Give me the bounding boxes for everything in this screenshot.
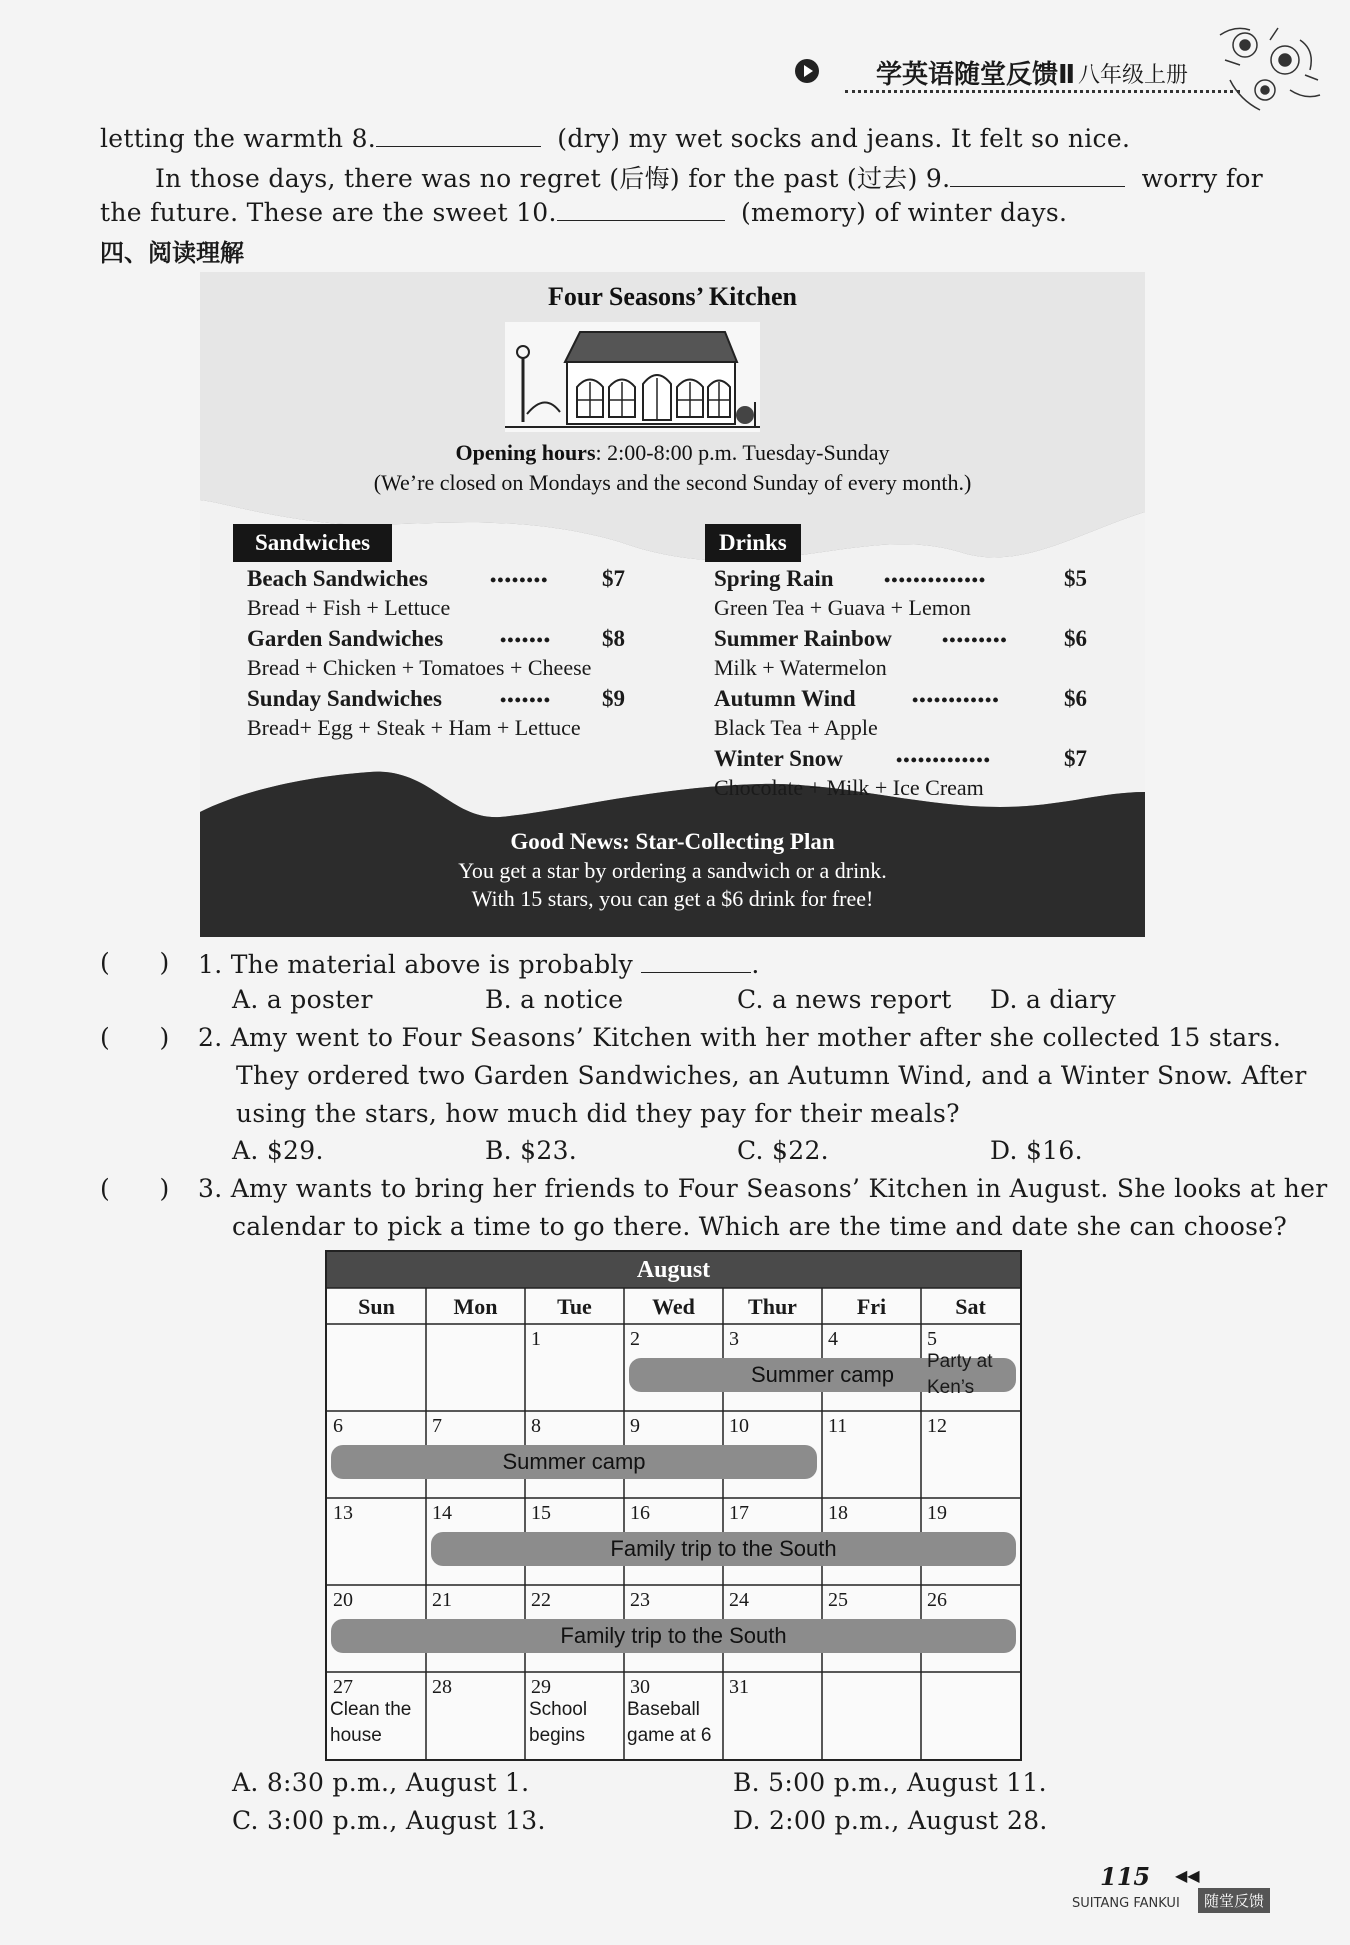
q2-answer-paren[interactable]: ( ) bbox=[100, 1023, 170, 1052]
page-arrows-icon: ◀◀ bbox=[1175, 1866, 1200, 1885]
day-header-tue: Tue bbox=[557, 1294, 592, 1319]
item-desc: Green Tea + Guava + Lemon bbox=[714, 595, 971, 620]
q1-option-a[interactable]: A. a poster bbox=[232, 985, 373, 1014]
day-header-sat: Sat bbox=[955, 1294, 986, 1319]
dot-leader: •••••••••••••• bbox=[884, 570, 987, 590]
play-icon bbox=[794, 58, 820, 84]
q2-option-b[interactable]: B. $23. bbox=[485, 1136, 578, 1165]
calendar-date[interactable]: 17 bbox=[729, 1502, 749, 1524]
note-clean-house[interactable]: Clean the house bbox=[330, 1699, 412, 1746]
q2-line-3: using the stars, how much did they pay for their meals? bbox=[236, 1099, 960, 1128]
item-desc: Chocolate + Milk + Ice Cream bbox=[714, 775, 984, 800]
event-summer-camp-week2[interactable]: Summer camp bbox=[331, 1445, 817, 1479]
menu-item bbox=[714, 626, 1114, 686]
header-title: 学英语随堂反馈Ⅱ bbox=[876, 60, 1076, 90]
flower-decoration-icon bbox=[1210, 20, 1325, 120]
item-desc: Bread + Fish + Lettuce bbox=[247, 595, 451, 620]
restaurant-house-icon bbox=[505, 322, 760, 432]
passage-line-3b: (memory) of winter days. bbox=[740, 198, 1068, 227]
sandwiches-list bbox=[247, 566, 637, 746]
good-news-line-1: You get a star by ordering a sandwich or a drink. bbox=[458, 858, 887, 883]
q3-option-c[interactable]: C. 3:00 p.m., August 13. bbox=[232, 1806, 546, 1835]
opening-hours bbox=[200, 440, 1145, 466]
calendar-date[interactable]: 30 bbox=[630, 1676, 650, 1698]
dot-leader: ••••••••••••• bbox=[896, 750, 991, 770]
calendar-date[interactable]: 25 bbox=[828, 1589, 848, 1611]
passage-line-3 bbox=[100, 196, 1067, 227]
dot-leader: ••••••• bbox=[500, 630, 552, 650]
q2-line-2: They ordered two Garden Sandwiches, an Autumn Wind, and a Winter Snow. After bbox=[236, 1061, 1307, 1090]
item-price: $5 bbox=[1064, 566, 1087, 591]
header-dotted-rule bbox=[845, 90, 1240, 93]
item-desc: Bread + Chicken + Tomatoes + Cheese bbox=[247, 655, 592, 680]
calendar-date[interactable]: 31 bbox=[729, 1676, 749, 1698]
calendar-date[interactable]: 9 bbox=[630, 1415, 640, 1437]
calendar-date[interactable]: 3 bbox=[729, 1328, 739, 1350]
q1-answer-paren[interactable]: ( ) bbox=[100, 948, 170, 977]
item-name: Beach Sandwiches bbox=[247, 566, 428, 591]
sandwiches-heading: Sandwiches bbox=[233, 524, 392, 562]
calendar-date[interactable]: 10 bbox=[729, 1415, 749, 1437]
item-desc: Black Tea + Apple bbox=[714, 715, 878, 740]
day-header-fri: Fri bbox=[856, 1294, 887, 1319]
calendar-date[interactable]: 23 bbox=[630, 1589, 650, 1611]
note-school-begins[interactable]: School begins bbox=[529, 1699, 588, 1746]
item-name: Winter Snow bbox=[714, 746, 843, 771]
passage-line-3a: the future. These are the sweet 10. bbox=[100, 198, 557, 227]
menu-item bbox=[247, 686, 637, 746]
q1-stem-text: 1. The material above is probably bbox=[198, 950, 634, 979]
passage-line-2a: In those days, there was no regret (后悔) for the past (过去) 9. bbox=[155, 164, 951, 193]
dot-leader: ••••••• bbox=[500, 690, 552, 710]
q3-option-a[interactable]: A. 8:30 p.m., August 1. bbox=[232, 1768, 530, 1797]
header-grade: 八年级上册 bbox=[1078, 63, 1189, 88]
dot-leader: •••••••• bbox=[490, 570, 549, 590]
calendar-date[interactable]: 22 bbox=[531, 1589, 551, 1611]
passage-line-2b: worry for bbox=[1141, 164, 1263, 193]
day-header-wed: Wed bbox=[652, 1294, 695, 1319]
q2-option-c[interactable]: C. $22. bbox=[737, 1136, 829, 1165]
item-price: $6 bbox=[1064, 626, 1087, 651]
calendar-date[interactable]: 20 bbox=[333, 1589, 353, 1611]
day-header-mon: Mon bbox=[453, 1294, 498, 1319]
passage-line-2 bbox=[155, 159, 1263, 195]
q1-blank[interactable] bbox=[641, 948, 751, 973]
august-calendar bbox=[325, 1250, 1022, 1761]
calendar-month: August bbox=[327, 1252, 1020, 1288]
note-baseball-game[interactable]: Baseball game at 6 bbox=[627, 1699, 712, 1746]
good-news bbox=[200, 827, 1145, 913]
calendar-date[interactable]: 16 bbox=[630, 1502, 650, 1524]
item-desc: Milk + Watermelon bbox=[714, 655, 887, 680]
blank-10[interactable] bbox=[557, 196, 725, 221]
menu-item bbox=[714, 566, 1114, 626]
drinks-heading: Drinks bbox=[705, 524, 801, 562]
item-name: Sunday Sandwiches bbox=[247, 686, 442, 711]
q2-line-1: 2. Amy went to Four Seasons’ Kitchen with her mother after she collected 15 stars. bbox=[198, 1023, 1282, 1052]
item-price: $7 bbox=[602, 566, 625, 591]
calendar-date[interactable]: 13 bbox=[333, 1502, 353, 1524]
menu-item bbox=[714, 686, 1114, 746]
closed-note: (We’re closed on Mondays and the second Sunday of every month.) bbox=[373, 470, 972, 495]
calendar-date[interactable]: 14 bbox=[432, 1502, 452, 1524]
item-name: Garden Sandwiches bbox=[247, 626, 444, 651]
calendar-date[interactable]: 26 bbox=[927, 1589, 947, 1611]
event-summer-camp-week1[interactable]: Summer camp bbox=[629, 1358, 1016, 1392]
q1-option-d[interactable]: D. a diary bbox=[990, 985, 1116, 1014]
calendar-date[interactable]: 27 bbox=[333, 1676, 353, 1698]
page-number: 115 bbox=[1100, 1862, 1151, 1891]
passage-line-1 bbox=[100, 122, 1130, 153]
menu-poster bbox=[200, 272, 1145, 937]
q3-option-b[interactable]: B. 5:00 p.m., August 11. bbox=[733, 1768, 1047, 1797]
calendar-date[interactable]: 11 bbox=[828, 1415, 848, 1437]
dot-leader: •••••••••••• bbox=[912, 690, 1000, 710]
calendar-date[interactable]: 2 bbox=[630, 1328, 640, 1350]
drinks-list bbox=[714, 566, 1114, 806]
calendar-date[interactable]: 15 bbox=[531, 1502, 551, 1524]
item-price: $7 bbox=[1064, 746, 1087, 771]
q2-option-d[interactable]: D. $16. bbox=[990, 1136, 1083, 1165]
menu-item bbox=[714, 746, 1114, 806]
q3-line-1: 3. Amy wants to bring her friends to Four Seasons’ Kitchen in August. She looks at her bbox=[198, 1174, 1328, 1203]
q1-option-c[interactable]: C. a news report bbox=[737, 985, 952, 1014]
calendar-date[interactable]: 21 bbox=[432, 1589, 452, 1611]
blank-8[interactable] bbox=[376, 122, 541, 147]
calendar-date[interactable]: 4 bbox=[828, 1328, 838, 1350]
calendar-date[interactable]: 1 bbox=[531, 1328, 541, 1350]
q3-answer-paren[interactable]: ( ) bbox=[100, 1174, 170, 1203]
q3-option-d[interactable]: D. 2:00 p.m., August 28. bbox=[733, 1806, 1048, 1835]
day-header-sun: Sun bbox=[358, 1294, 395, 1319]
calendar-grid bbox=[327, 1252, 1020, 1759]
item-name: Summer Rainbow bbox=[714, 626, 892, 651]
event-family-trip-week3[interactable]: Family trip to the South bbox=[431, 1532, 1016, 1566]
q3-line-2: calendar to pick a time to go there. Which are the time and date she can choose? bbox=[232, 1212, 1288, 1241]
menu-item bbox=[247, 626, 637, 686]
opening-hours-label: Opening hours bbox=[455, 440, 596, 465]
good-news-line-2: With 15 stars, you can get a $6 drink for free! bbox=[471, 886, 874, 911]
calendar-date[interactable]: 8 bbox=[531, 1415, 541, 1437]
q2-option-a[interactable]: A. $29. bbox=[232, 1136, 324, 1165]
calendar-date[interactable]: 19 bbox=[927, 1502, 947, 1524]
calendar-date[interactable]: 7 bbox=[432, 1415, 442, 1437]
q1-option-b[interactable]: B. a notice bbox=[485, 985, 624, 1014]
q1-period: . bbox=[751, 950, 760, 979]
calendar-date[interactable]: 24 bbox=[729, 1589, 749, 1611]
calendar-date[interactable]: 6 bbox=[333, 1415, 343, 1437]
item-price: $6 bbox=[1064, 686, 1087, 711]
footer-brand-en: SUITANG FANKUI bbox=[1072, 1896, 1180, 1911]
item-desc: Bread+ Egg + Steak + Ham + Lettuce bbox=[247, 715, 581, 740]
note-party[interactable]: Party at Ken’s bbox=[927, 1351, 993, 1398]
section-title: 四、阅读理解 bbox=[100, 239, 244, 267]
event-family-trip-week4[interactable]: Family trip to the South bbox=[331, 1619, 1016, 1653]
calendar-date[interactable]: 18 bbox=[828, 1502, 848, 1524]
poster-title: Four Seasons’ Kitchen bbox=[548, 282, 797, 311]
q1-stem bbox=[198, 948, 760, 979]
blank-9[interactable] bbox=[950, 162, 1125, 187]
passage-line-1b: (dry) my wet socks and jeans. It felt so nice. bbox=[557, 124, 1131, 153]
item-price: $9 bbox=[602, 686, 625, 711]
good-news-title: Good News: Star-Collecting Plan bbox=[510, 829, 835, 854]
opening-hours-value: : 2:00-8:00 p.m. Tuesday-Sunday bbox=[595, 440, 890, 465]
footer-brand-cn: 随堂反馈 bbox=[1198, 1888, 1270, 1913]
passage-line-1a: letting the warmth 8. bbox=[100, 124, 377, 153]
item-price: $8 bbox=[602, 626, 625, 651]
day-header-thur: Thur bbox=[748, 1294, 797, 1319]
calendar-date[interactable]: 12 bbox=[927, 1415, 947, 1437]
calendar-date[interactable]: 5 bbox=[927, 1328, 937, 1350]
dot-leader: ••••••••• bbox=[942, 630, 1008, 650]
item-name: Autumn Wind bbox=[714, 686, 856, 711]
menu-item bbox=[247, 566, 637, 626]
item-name: Spring Rain bbox=[714, 566, 834, 591]
calendar-date[interactable]: 29 bbox=[531, 1676, 551, 1698]
calendar-date[interactable]: 28 bbox=[432, 1676, 452, 1698]
